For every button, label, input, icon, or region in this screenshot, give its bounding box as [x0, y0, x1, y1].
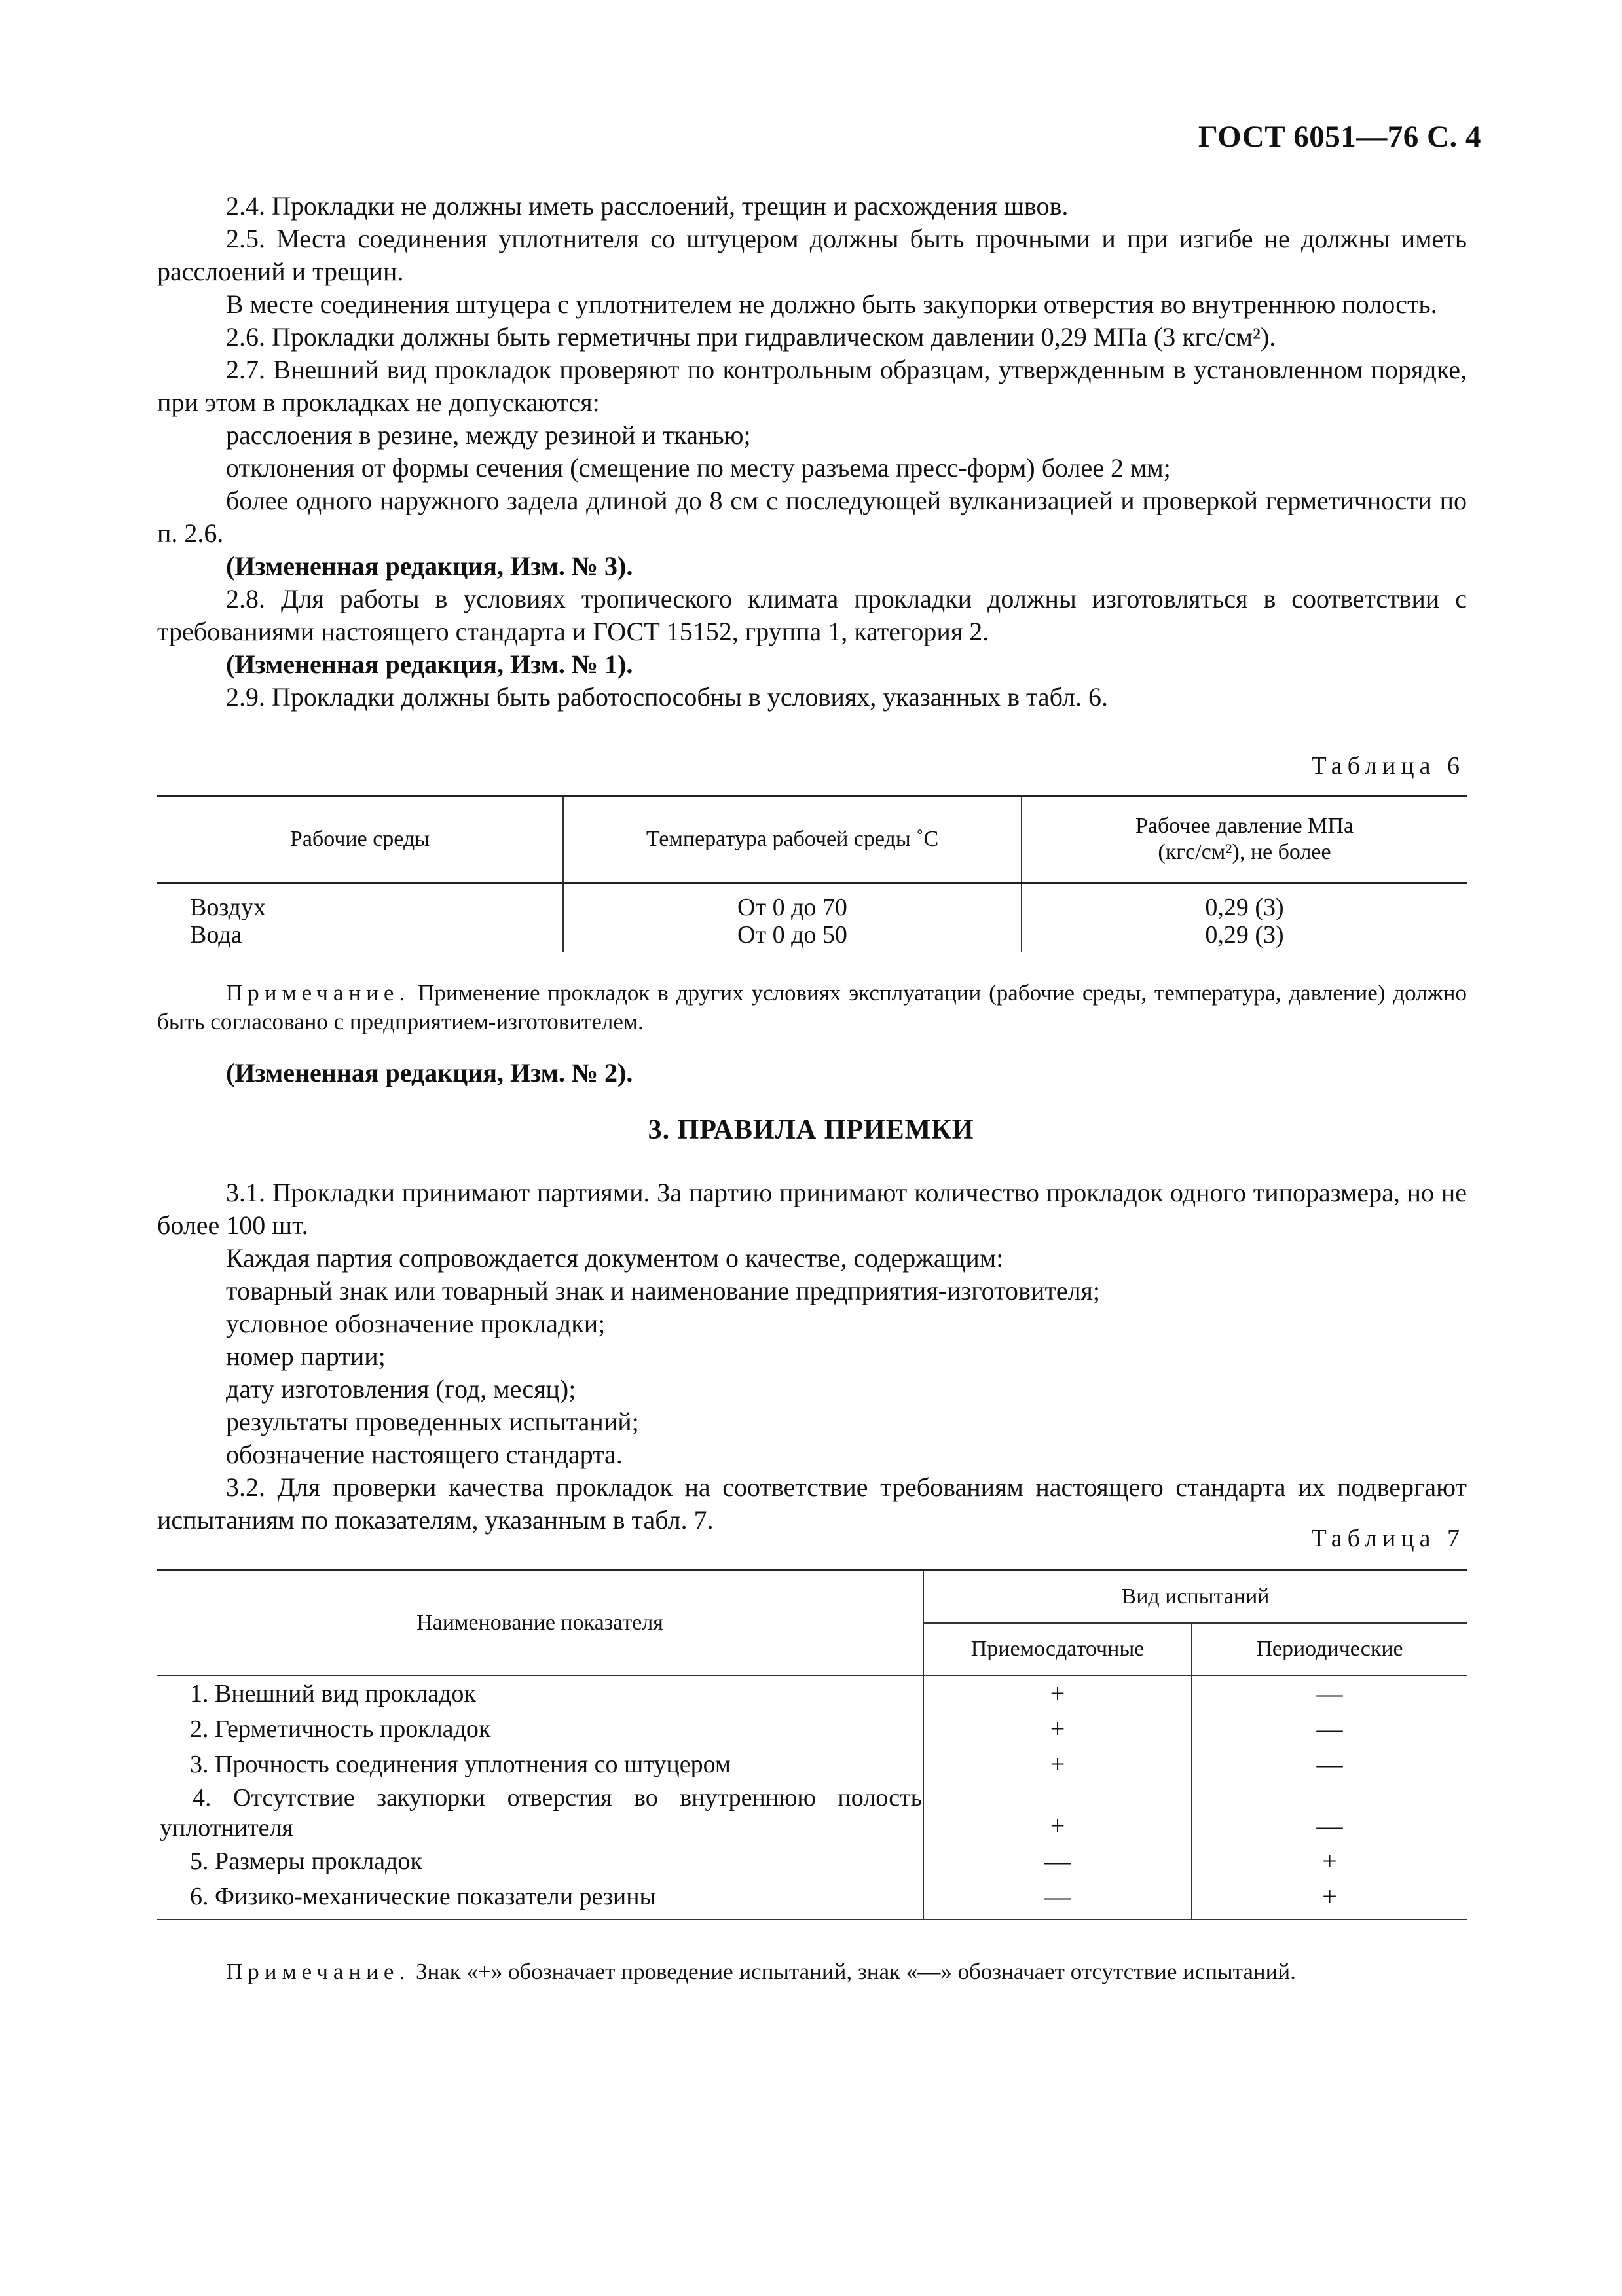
- table-cell: 6. Физико-механические показатели резины: [157, 1879, 923, 1920]
- table-cell: 4. Отсутствие закупорки отверстия во внутреннюю полость уплотнителя: [160, 1784, 922, 1842]
- table-row: [157, 1782, 1467, 1844]
- paragraph: 2.6. Прокладки должны быть герметичны при гидравлическом давлении 0,29 МПа (3 кгс/см²).: [226, 322, 1276, 352]
- table-7-header-periodic: Периодические: [1192, 1623, 1467, 1675]
- table-cell: 3. Прочность соединения уплотнения со штуцером: [190, 1751, 731, 1778]
- change-note: (Измененная редакция, Изм. № 3).: [226, 551, 633, 581]
- table-cell: +: [923, 1675, 1192, 1711]
- note-label: Примечание.: [226, 1959, 411, 1984]
- paragraph: товарный знак или товарный знак и наименование предприятия-изготовителя;: [226, 1276, 1101, 1305]
- table-6-label: Таблица 6: [1311, 752, 1465, 780]
- note-text: Знак «+» обозначает проведение испытаний, знак «—» обозначает отсутствие испытаний.: [410, 1959, 1296, 1984]
- table-cell: +: [1192, 1879, 1467, 1920]
- table-cell: —: [923, 1879, 1192, 1920]
- table-cell: +: [923, 1782, 1192, 1844]
- table-6-header-medium: Рабочие среды: [157, 796, 563, 883]
- paragraph: результаты проведенных испытаний;: [226, 1407, 639, 1436]
- paragraph: более одного наружного задела длиной до 8 см с последующей вулканизацией и проверкой герметичности по п. 2.6.: [157, 486, 1467, 548]
- paragraph: 2.7. Внешний вид прокладок проверяют по контрольным образцам, утвержденным в установленном порядке, при этом в прокладках не допускаются:: [157, 355, 1467, 417]
- table-7-header-group: Вид испытаний: [923, 1571, 1467, 1624]
- table-cell: +: [923, 1711, 1192, 1747]
- table-7-note: [157, 1958, 1467, 1986]
- change-note-2: (Измененная редакция, Изм. № 2).: [226, 1058, 633, 1087]
- table-cell: —: [1192, 1675, 1467, 1711]
- table-row: [157, 1844, 1467, 1879]
- section-3-text: [157, 1176, 1467, 1537]
- paragraph: В месте соединения штуцера с уплотнителем не должно быть закупорки отверстия во внутреннюю полость.: [226, 289, 1437, 319]
- table-6: [157, 795, 1467, 952]
- table-cell: —: [1192, 1747, 1467, 1782]
- table-cell: +: [1192, 1844, 1467, 1879]
- table-row: [157, 883, 1467, 922]
- table-cell: 0,29 (3): [1022, 921, 1467, 952]
- table-cell: Воздух: [190, 894, 267, 921]
- table-row: [157, 1879, 1467, 1920]
- paragraph: Каждая партия сопровождается документом о качестве, содержащим:: [226, 1243, 1004, 1273]
- paragraph: дату изготовления (год, месяц);: [226, 1374, 576, 1404]
- paragraph: отклонения от формы сечения (смещение по месту разъема пресс-форм) более 2 мм;: [226, 453, 1171, 483]
- section-title: 3. ПРАВИЛА ПРИЕМКИ: [648, 1115, 974, 1145]
- table-cell: —: [923, 1844, 1192, 1879]
- table-6-header-pressure: Рабочее давление МПа (кгс/см²), не более: [1022, 796, 1467, 883]
- paragraph: 2.5. Места соединения уплотнителя со штуцером должны быть прочными и при изгибе не должны иметь расслоений и трещин.: [157, 224, 1467, 286]
- table-row: [157, 1747, 1467, 1782]
- paragraph: 2.4. Прокладки не должны иметь расслоений, трещин и расхождения швов.: [226, 191, 1069, 221]
- paragraph: обозначение настоящего стандарта.: [226, 1440, 623, 1469]
- paragraph: 3.1. Прокладки принимают партиями. За партию принимают количество прокладок одного типоразмера, но не более 100 шт.: [157, 1178, 1467, 1240]
- paragraph: 2.8. Для работы в условиях тропического климата прокладки должны изготовляться в соответствии с требованиями настоящего стандарта и ГОСТ 15152, группа 1, категория 2.: [157, 584, 1467, 646]
- paragraph: номер партии;: [226, 1341, 386, 1371]
- table-cell: +: [923, 1747, 1192, 1782]
- table-cell: Вода: [190, 921, 242, 949]
- table-row: [157, 1711, 1467, 1747]
- section-2-text: [157, 190, 1467, 714]
- table-row: [157, 921, 1467, 952]
- note-text: Применение прокладок в других условиях эксплуатации (рабочие среды, температура, давление) должно быть согласовано с предприятием-изготовителем.: [157, 980, 1467, 1034]
- table-row: [157, 1675, 1467, 1711]
- table-cell: 0,29 (3): [1022, 883, 1467, 922]
- table-7-header-acceptance: Приемосдаточные: [923, 1623, 1192, 1675]
- table-cell: 2. Герметичность прокладок: [190, 1715, 491, 1743]
- table-7: [157, 1569, 1467, 1920]
- table-cell: —: [1192, 1782, 1467, 1844]
- paragraph: 2.9. Прокладки должны быть работоспособны в условиях, указанных в табл. 6.: [226, 682, 1108, 712]
- note-label: Примечание.: [226, 980, 411, 1006]
- table-cell: От 0 до 50: [563, 921, 1022, 952]
- paragraph: условное обозначение прокладки;: [226, 1309, 606, 1338]
- table-7-label: Таблица 7: [1311, 1525, 1465, 1552]
- table-cell: От 0 до 70: [563, 883, 1022, 922]
- table-6-header-temperature: Температура рабочей среды ˚С: [563, 796, 1022, 883]
- table-7-header-name: Наименование показателя: [157, 1571, 923, 1676]
- table-cell: 1. Внешний вид прокладок: [190, 1680, 476, 1707]
- table-cell: —: [1192, 1711, 1467, 1747]
- page-header: ГОСТ 6051—76 С. 4: [1198, 120, 1481, 154]
- change-note: (Измененная редакция, Изм. № 1).: [226, 649, 633, 679]
- table-6-note: [157, 979, 1467, 1036]
- paragraph: 3.2. Для проверки качества прокладок на соответствие требованиям настоящего стандарта их подвергают испытаниям по показателям, указанным в табл. 7.: [157, 1472, 1467, 1535]
- paragraph: расслоения в резине, между резиной и тканью;: [226, 420, 751, 450]
- table-cell: 5. Размеры прокладок: [190, 1848, 422, 1875]
